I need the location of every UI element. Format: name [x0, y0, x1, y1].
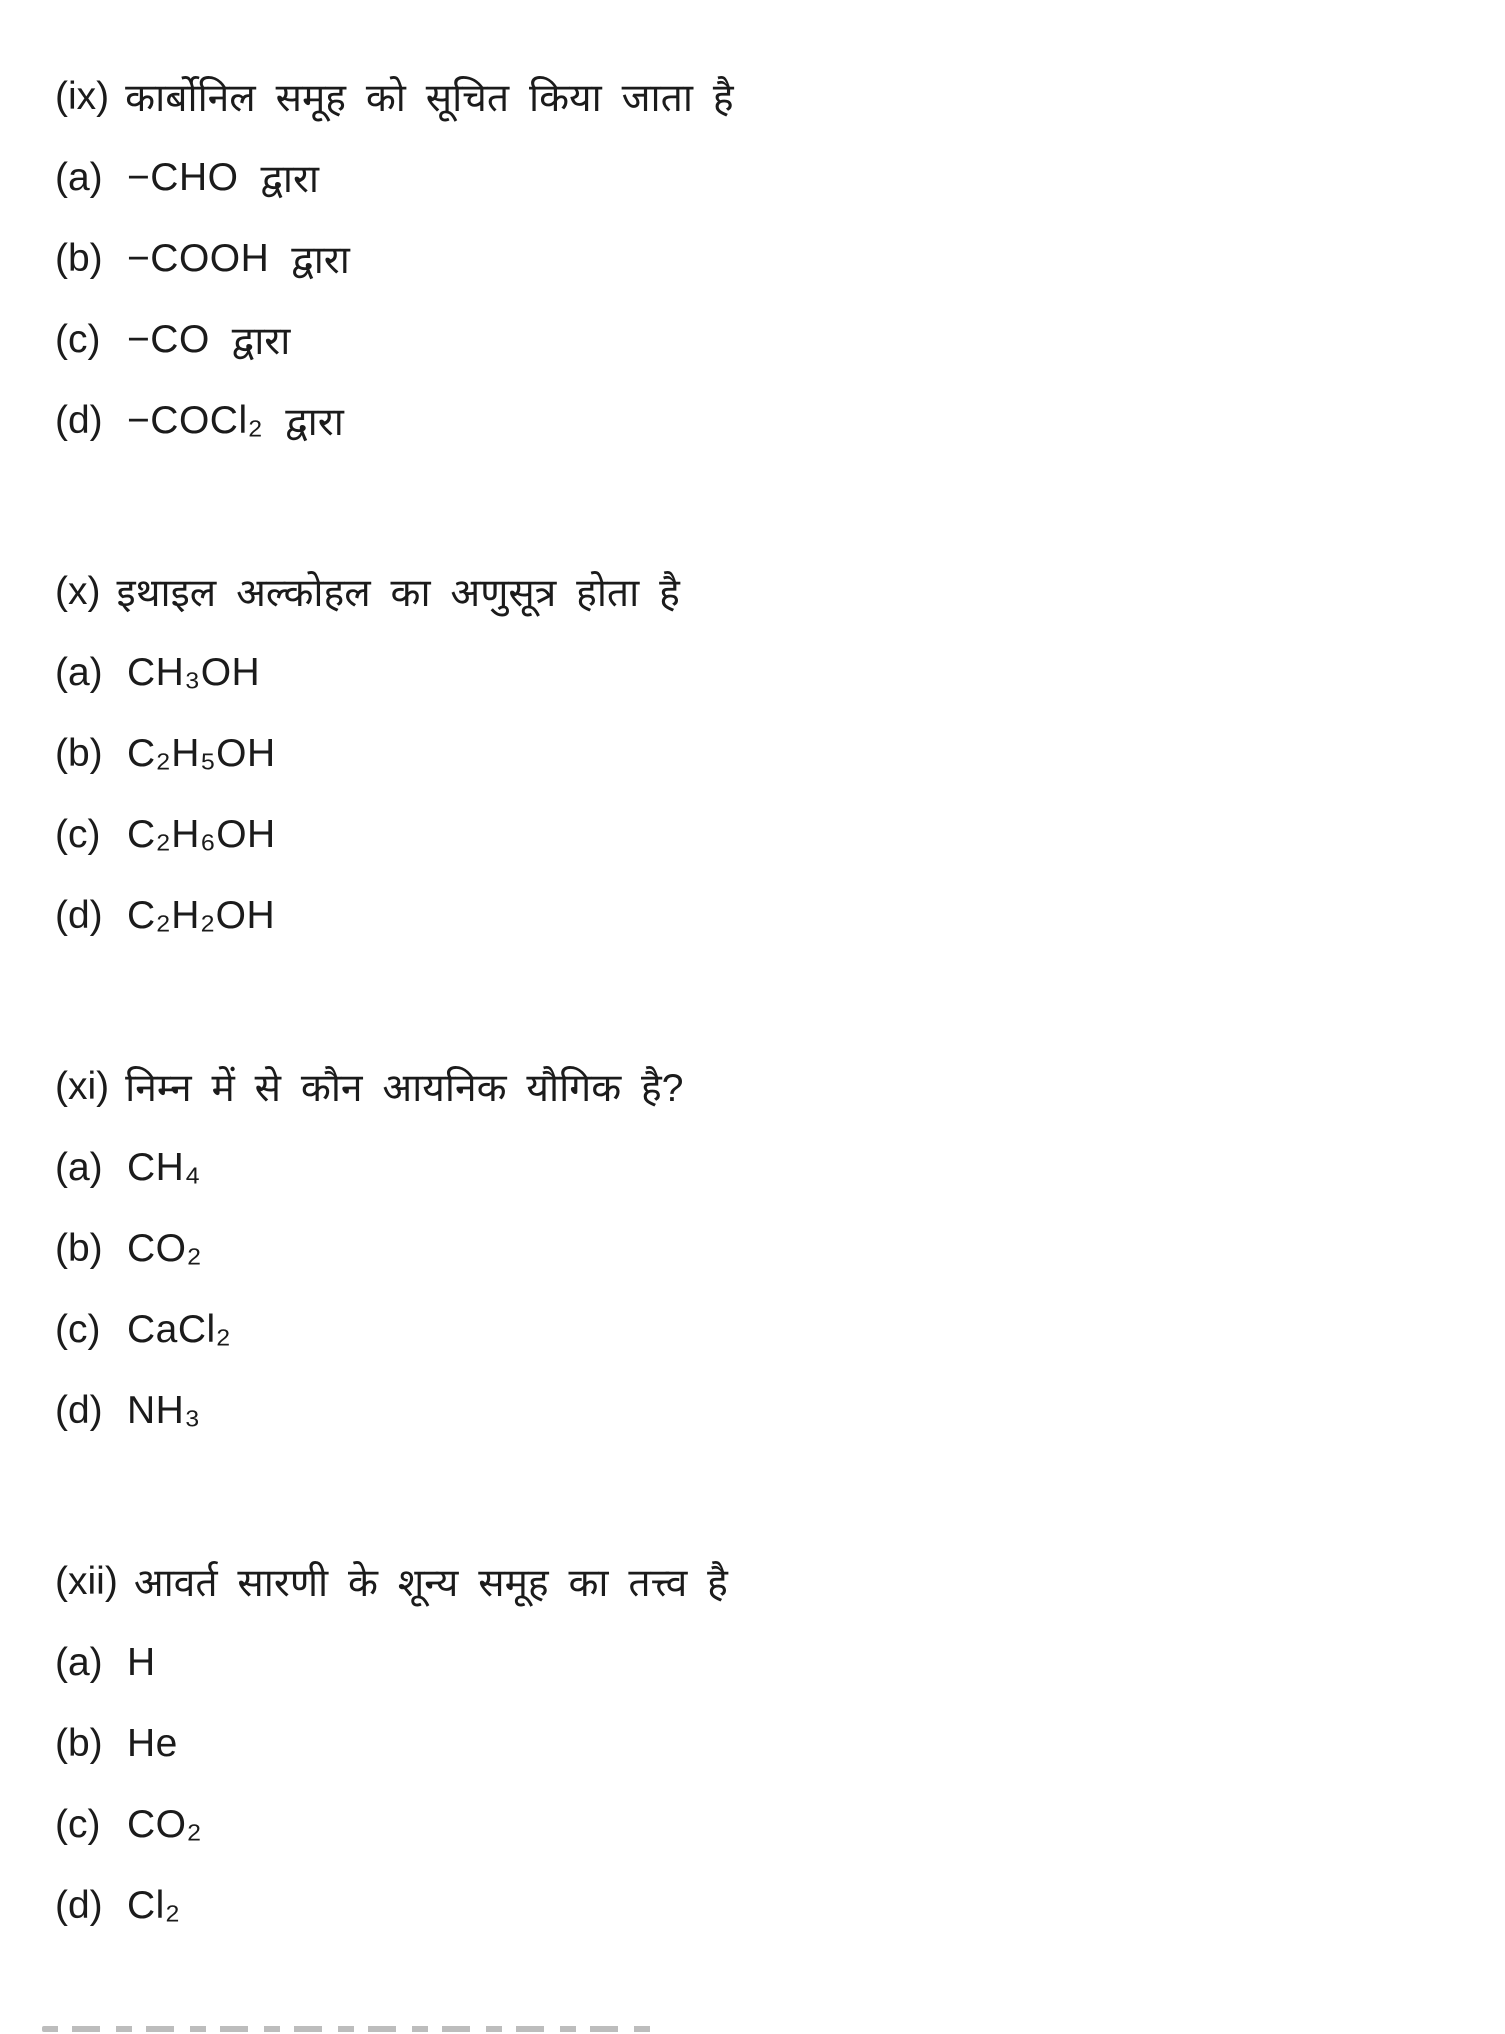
option-label: (b)	[55, 1721, 103, 1765]
option-row	[55, 875, 1485, 956]
question-x	[55, 551, 1485, 956]
option-formula: C₂H₆OH	[127, 812, 276, 856]
option-formula: CO₂	[127, 1226, 203, 1270]
option-row	[55, 632, 1485, 713]
option-label: (d)	[55, 893, 103, 937]
option-row	[55, 713, 1485, 794]
option-formula: −COOH	[127, 236, 270, 280]
option-formula: C₂H₅OH	[127, 731, 276, 775]
option-formula: NH₃	[127, 1388, 201, 1432]
question-text-line	[55, 1541, 1485, 1622]
option-formula: −COCl₂	[127, 398, 264, 442]
option-row	[55, 1127, 1485, 1208]
option-row	[55, 1370, 1485, 1451]
option-formula: H	[127, 1640, 156, 1684]
option-label: (a)	[55, 1640, 103, 1684]
question-xi	[55, 1046, 1485, 1451]
option-row	[55, 299, 1485, 380]
option-label: (b)	[55, 1226, 103, 1270]
option-label: (a)	[55, 650, 103, 694]
question-statement: इथाइल अल्कोहल का अणुसूत्र होता है	[116, 572, 680, 615]
option-row	[55, 794, 1485, 875]
option-label: (c)	[55, 1307, 101, 1351]
question-statement: कार्बोनिल समूह को सूचित किया जाता है	[125, 77, 734, 120]
option-formula: He	[127, 1721, 178, 1765]
cutoff-text-artifact	[42, 2026, 657, 2032]
option-label: (d)	[55, 398, 103, 442]
option-label: (a)	[55, 155, 103, 199]
question-text-line	[55, 56, 1485, 137]
option-row	[55, 380, 1485, 461]
option-label: (b)	[55, 731, 103, 775]
option-suffix: द्वारा	[291, 239, 350, 282]
option-formula: CH₃OH	[127, 650, 261, 694]
option-row	[55, 137, 1485, 218]
option-label: (c)	[55, 1802, 101, 1846]
question-number: (x)	[55, 569, 101, 613]
option-label: (c)	[55, 812, 101, 856]
option-suffix: द्वारा	[231, 320, 291, 363]
option-formula: Cl₂	[127, 1883, 181, 1927]
question-ix	[55, 56, 1485, 461]
question-number: (xi)	[55, 1064, 110, 1108]
option-row	[55, 1289, 1485, 1370]
option-formula: −CHO	[127, 155, 239, 199]
option-label: (d)	[55, 1388, 103, 1432]
option-formula: CaCl₂	[127, 1307, 232, 1351]
option-row	[55, 1784, 1485, 1865]
option-label: (a)	[55, 1145, 103, 1189]
question-statement: आवर्त सारणी के शून्य समूह का तत्त्व है	[133, 1562, 728, 1605]
question-number: (ix)	[55, 74, 110, 118]
question-list	[55, 56, 1485, 1946]
question-number: (xii)	[55, 1559, 118, 1603]
option-label: (b)	[55, 236, 103, 280]
option-formula: CH₄	[127, 1145, 201, 1189]
option-label: (d)	[55, 1883, 103, 1927]
option-row	[55, 1865, 1485, 1946]
option-row	[55, 1622, 1485, 1703]
question-xii	[55, 1541, 1485, 1946]
option-label: (c)	[55, 317, 101, 361]
option-suffix: द्वारा	[285, 401, 344, 444]
question-statement: निम्न में से कौन आयनिक यौगिक है?	[125, 1067, 684, 1110]
question-text-line	[55, 551, 1485, 632]
option-row	[55, 1703, 1485, 1784]
option-formula: −CO	[127, 317, 210, 361]
option-formula: C₂H₂OH	[127, 893, 276, 937]
question-text-line	[55, 1046, 1485, 1127]
option-row	[55, 218, 1485, 299]
option-suffix: द्वारा	[260, 158, 320, 201]
option-formula: CO₂	[127, 1802, 203, 1846]
option-row	[55, 1208, 1485, 1289]
